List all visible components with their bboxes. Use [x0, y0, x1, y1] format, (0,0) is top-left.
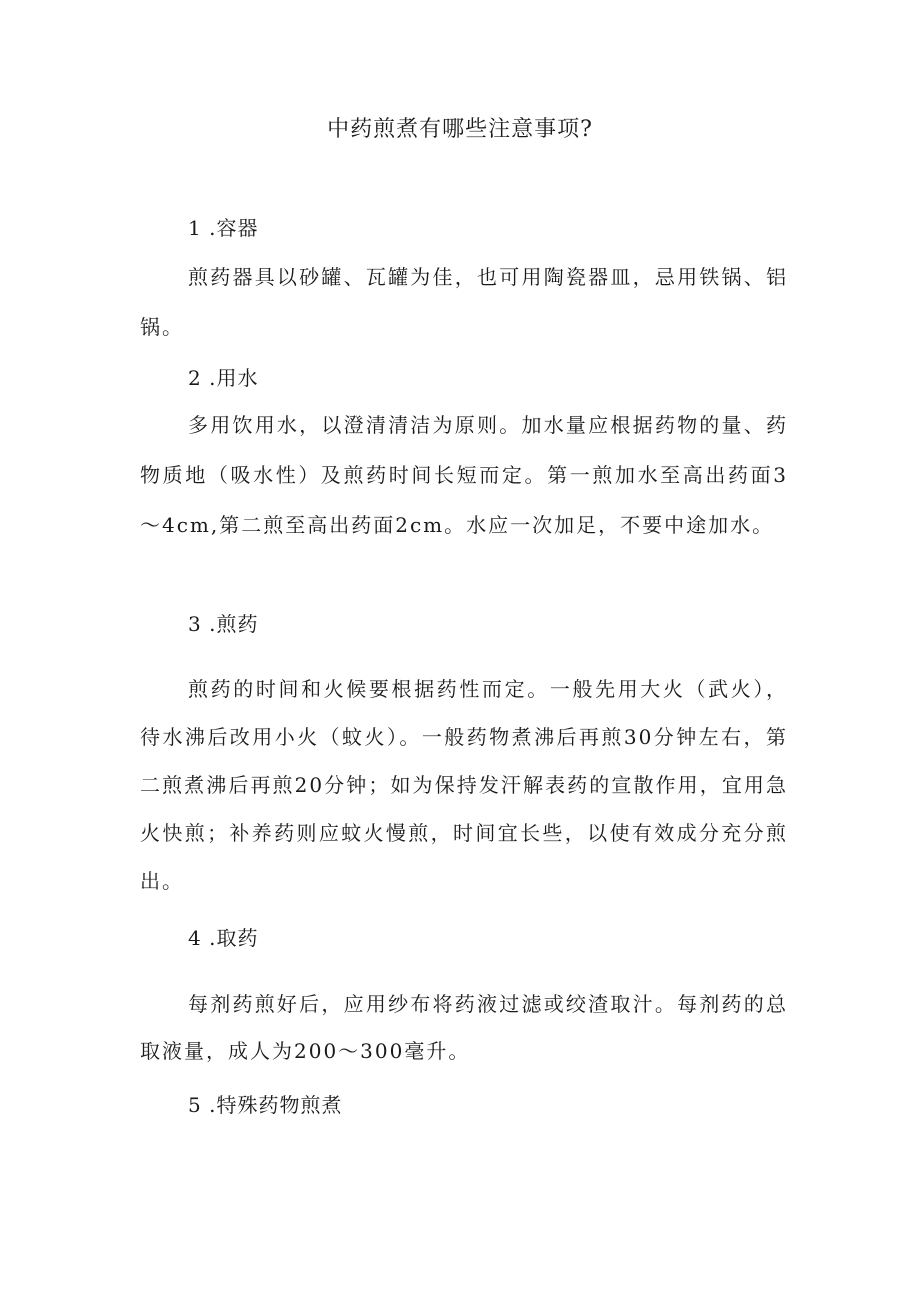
section-body-container: 煎药器具以砂罐、瓦罐为佳，也可用陶瓷器皿，忌用铁锅、铝锅。 [140, 265, 788, 339]
section-heading-special: 5 .特殊药物煎煮 [188, 1093, 343, 1117]
section-body-take: 每剂药煎好后，应用纱布将药液过滤或绞渣取汁。每剂药的总取液量，成人为200～300毫升。 [140, 992, 788, 1063]
document-title: 中药煎煮有哪些注意事项? [327, 117, 593, 142]
section-body-decoct: 煎药的时间和火候要根据药性而定。一般先用大火（武火），待水沸后改用小火（蚊火）。一般药物煮沸后再煎30分钟左右，第二煎煮沸后再煎20分钟；如为保持发汗解表药的宣散作用，宜用急火快煎；补养药则应蚊火慢煎，时间宜长些，以使有效成分充分煎出。 [140, 677, 788, 893]
section-heading-water: 2 .用水 [188, 366, 259, 390]
section-heading-take: 4 .取药 [188, 926, 259, 950]
section-body-water: 多用饮用水，以澄清清洁为原则。加水量应根据药物的量、药物质地（吸水性）及煎药时间长短而定。第一煎加水至高出药面3～4cm,第二煎至高出药面2cm。水应一次加足，不要中途加水。 [140, 413, 788, 537]
section-heading-decoct: 3 .煎药 [188, 612, 259, 636]
section-heading-container: 1 .容器 [188, 216, 259, 240]
